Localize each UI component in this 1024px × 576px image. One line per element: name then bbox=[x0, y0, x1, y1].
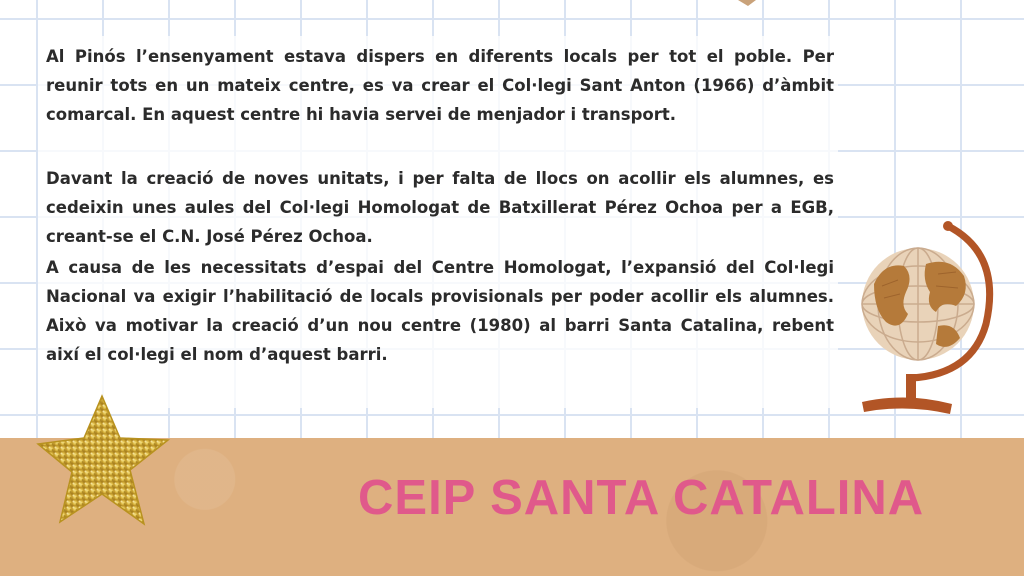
paper-corner-icon bbox=[726, 0, 766, 8]
globe-icon bbox=[852, 214, 1002, 429]
history-paragraph-1: Al Pinós l’ensenyament estava dispers en diferents locals per tot el poble. Per reunir tots en un mateix centre, es va crear el Col·legi Sant Anton (1966) d’àmbit comarcal. En aquest centre hi havia servei de menjador i transport. bbox=[46, 47, 834, 124]
gold-glitter-star-icon bbox=[36, 392, 176, 532]
history-paragraph-3: A causa de les necessitats d’espai del Centre Homologat, l’expansió del Col·legi Nacional va exigir l’habilitació de locals provisionals per poder acollir els alumnes. Això va motivar la creació d’un nou centre (1980) al barri Santa Catalina, rebent així el col·legi el nom d’aquest barri. bbox=[46, 258, 834, 364]
history-paragraph-2: Davant la creació de noves unitats, i per falta de llocs on acollir els alumnes, es cedeixin unes aules del Col·legi Homologat de Batxillerat Pérez Ochoa per a EGB, creant-se el C.N. José Pérez Ochoa. bbox=[46, 169, 834, 246]
school-name-title: CEIP SANTA CATALINA bbox=[358, 471, 925, 525]
